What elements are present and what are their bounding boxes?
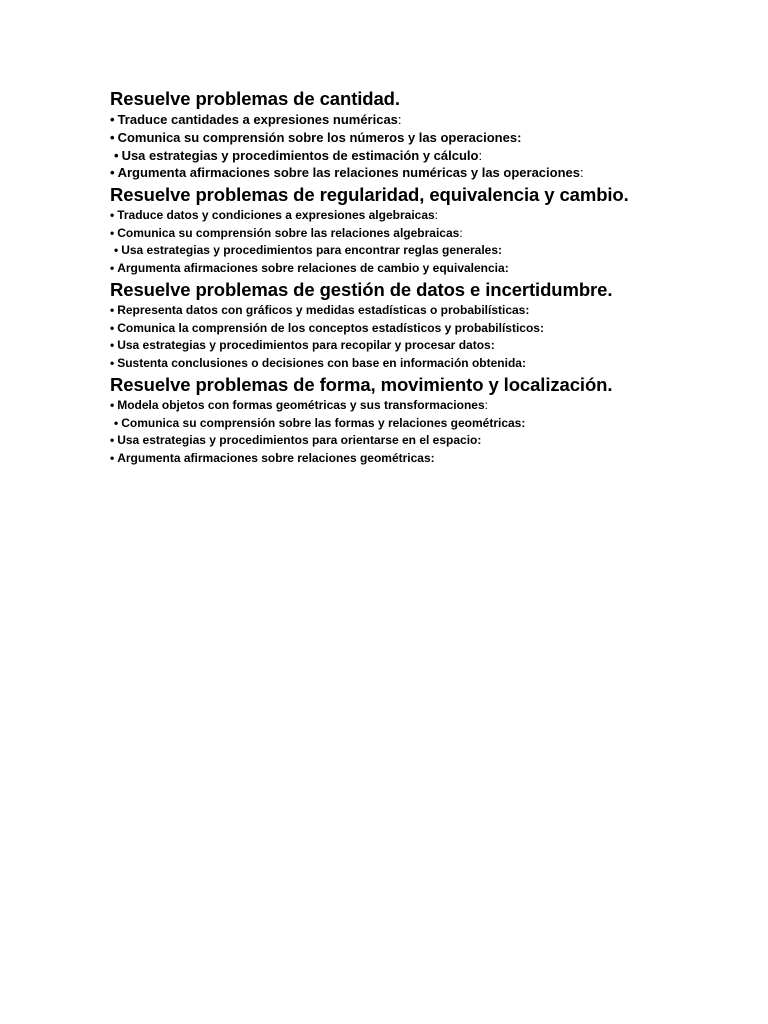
list-item: [110, 242, 750, 260]
item-colon: :: [430, 450, 435, 465]
item-text: Usa estrategias y procedimientos para encontrar reglas generales: [121, 243, 499, 258]
list-item: [110, 337, 750, 355]
item-colon: :: [504, 260, 509, 275]
bullet-icon: •: [110, 112, 115, 127]
item-text: Usa estrategias y procedimientos para recopilar y procesar datos: [117, 338, 491, 353]
item-colon: :: [477, 433, 482, 448]
item-colon: :: [579, 165, 584, 181]
section-forma-movimiento: [110, 373, 750, 467]
item-text: Comunica su comprensión sobre los números y las operaciones: [117, 129, 518, 145]
item-text: Modela objetos con formas geométricas y sus transformaciones: [117, 398, 485, 413]
list-item: [110, 129, 750, 147]
bullet-icon: •: [110, 338, 115, 353]
item-text: Comunica su comprensión sobre las formas y relaciones geométricas: [121, 415, 522, 430]
bullet-icon: •: [110, 433, 115, 448]
competency-list: [110, 111, 750, 182]
competency-list: [110, 302, 750, 372]
document-page: [110, 87, 750, 468]
bullet-icon: •: [110, 208, 115, 223]
section-title: Resuelve problemas de regularidad, equivalencia y cambio.: [110, 184, 629, 206]
list-item: [110, 355, 750, 373]
item-colon: :: [525, 303, 530, 318]
item-colon: :: [490, 338, 495, 353]
item-text: Usa estrategias y procedimientos de estimación y cálculo: [121, 147, 479, 163]
item-colon: :: [459, 225, 463, 240]
item-colon: :: [517, 129, 522, 145]
list-item: [110, 415, 750, 433]
item-text: Comunica su comprensión sobre las relaciones algebraicas: [117, 225, 460, 240]
list-item: [110, 302, 750, 320]
item-colon: :: [434, 208, 439, 223]
item-colon: :: [478, 147, 483, 163]
list-item: [110, 225, 750, 243]
bullet-icon: •: [110, 165, 115, 181]
list-item: [110, 260, 750, 278]
bullet-icon: •: [110, 129, 115, 145]
item-colon: :: [498, 243, 503, 258]
list-item: [110, 432, 750, 450]
bullet-icon: •: [114, 243, 119, 258]
item-colon: :: [521, 355, 526, 370]
item-text: Traduce cantidades a expresiones numéricas: [117, 112, 398, 127]
item-text: Sustenta conclusiones o decisiones con base en información obtenida: [117, 355, 522, 370]
list-item: [110, 397, 750, 415]
competency-list: [110, 207, 750, 277]
item-text: Argumenta afirmaciones sobre las relaciones numéricas y las operaciones: [117, 165, 580, 181]
section-title: Resuelve problemas de forma, movimiento y localización.: [110, 374, 613, 396]
list-item: [110, 111, 750, 129]
item-text: Comunica la comprensión de los conceptos estadísticos y probabilísticos: [117, 320, 540, 335]
bullet-icon: •: [110, 450, 115, 465]
bullet-icon: •: [114, 415, 119, 430]
section-gestion-datos: [110, 278, 750, 372]
section-regularidad: [110, 183, 750, 277]
list-item: [110, 320, 750, 338]
bullet-icon: •: [110, 225, 115, 240]
item-text: Argumenta afirmaciones sobre relaciones de cambio y equivalencia: [117, 260, 505, 275]
bullet-icon: •: [110, 320, 115, 335]
item-text: Representa datos con gráficos y medidas estadísticas o probabilísticas: [117, 303, 526, 318]
bullet-icon: •: [110, 398, 115, 413]
item-colon: :: [521, 415, 526, 430]
competency-list: [110, 397, 750, 467]
bullet-icon: •: [110, 303, 115, 318]
list-item: [110, 450, 750, 468]
list-item: [110, 207, 750, 225]
item-text: Argumenta afirmaciones sobre relaciones geométricas: [117, 450, 431, 465]
item-colon: :: [484, 398, 488, 413]
item-text: Usa estrategias y procedimientos para orientarse en el espacio: [117, 433, 478, 448]
bullet-icon: •: [114, 147, 119, 163]
item-colon: :: [539, 320, 544, 335]
section-cantidad: [110, 87, 750, 182]
bullet-icon: •: [110, 355, 115, 370]
list-item: [110, 164, 750, 182]
section-title: Resuelve problemas de cantidad.: [110, 88, 400, 109]
item-colon: :: [397, 112, 402, 127]
bullet-icon: •: [110, 260, 115, 275]
section-title: Resuelve problemas de gestión de datos e incertidumbre.: [110, 279, 613, 301]
list-item: [110, 147, 750, 165]
item-text: Traduce datos y condiciones a expresiones algebraicas: [117, 208, 435, 223]
